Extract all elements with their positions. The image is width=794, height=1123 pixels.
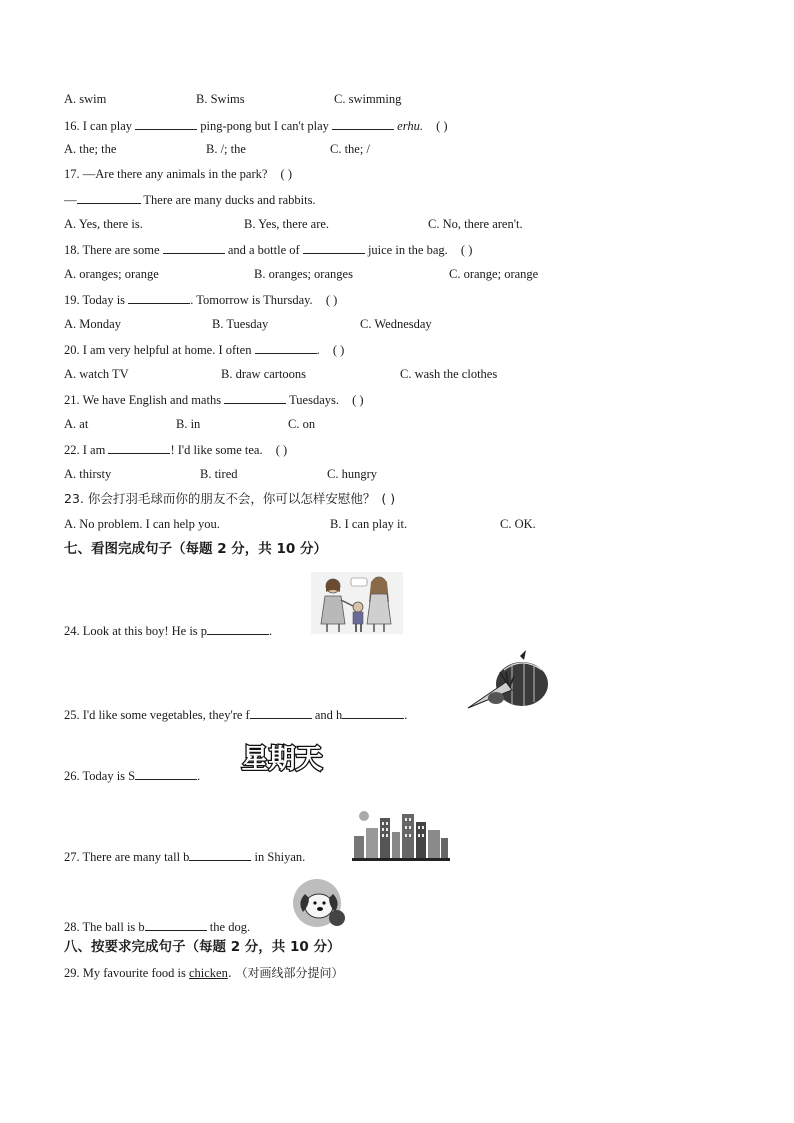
q23-option-b: B. I can play it. — [330, 517, 408, 531]
q22-blank[interactable] — [108, 441, 170, 454]
q19-option-a: A. Monday — [64, 317, 121, 331]
city-buildings-picture — [352, 808, 450, 862]
q17-answer-paren[interactable]: ( ) — [280, 167, 292, 181]
q26-blank[interactable] — [135, 767, 197, 780]
q25-blank-2[interactable] — [342, 706, 404, 719]
q28-start: 28. The ball is b — [64, 920, 145, 934]
q18-blank-2[interactable] — [303, 241, 365, 254]
q18-start: 18. There are some — [64, 243, 160, 257]
q20-option-a: A. watch TV — [64, 367, 129, 381]
q17-response — [64, 191, 316, 208]
q16-option-c: C. the; / — [330, 142, 370, 156]
q20-end: . — [316, 343, 320, 357]
q19-end: . Tomorrow is Thursday. — [190, 293, 313, 307]
q28-end: the dog. — [209, 920, 251, 934]
q21-start: 21. We have English and maths — [64, 393, 222, 407]
q20-question — [64, 341, 344, 358]
q24-start: 24. Look at this boy! He is p — [64, 624, 208, 638]
q18-blank-1[interactable] — [163, 241, 225, 254]
q24-blank[interactable] — [207, 622, 269, 635]
q17-option-a: A. Yes, there is. — [64, 217, 143, 231]
dog-ball-picture — [291, 876, 349, 930]
q27-question — [64, 848, 305, 865]
q17-line2-end: There are many ducks and rabbits. — [143, 193, 316, 207]
q22-option-b: B. tired — [200, 467, 238, 481]
q20-option-c: C. wash the clothes — [400, 367, 498, 381]
q29-question — [64, 965, 344, 981]
q28-blank[interactable] — [145, 918, 207, 931]
q19-option-c: C. Wednesday — [360, 317, 432, 331]
q26-start: 26. Today is S — [64, 769, 136, 783]
sunday-word-text: 星期天 — [241, 744, 323, 775]
q23-option-a: A. No problem. I can help you. — [64, 517, 220, 531]
q25-end: . — [404, 708, 408, 722]
q19-blank[interactable] — [128, 291, 190, 304]
q16-question — [64, 117, 448, 134]
q21-option-b: B. in — [176, 417, 201, 431]
q26-end: . — [197, 769, 201, 783]
q17-question — [64, 166, 292, 182]
q18-mid: and a bottle of — [227, 243, 300, 257]
q27-start: 27. There are many tall b — [64, 850, 190, 864]
q27-blank[interactable] — [189, 848, 251, 861]
q16-option-a: A. the; the — [64, 142, 117, 156]
q18-end: juice in the bag. — [367, 243, 448, 257]
women-boy-picture — [311, 572, 403, 634]
q23-text: 23. 你会打羽毛球而你的朋友不会，你可以怎样安慰他？ — [64, 491, 376, 506]
q23-question — [64, 491, 395, 507]
vegetables-picture — [466, 648, 554, 714]
q17-dash: — — [64, 193, 77, 207]
q29-end: . （对画线部分提问） — [227, 966, 344, 980]
q24-end: . — [269, 624, 273, 638]
q16-mid: ping-pong but I can't play — [200, 119, 329, 133]
q16-blank-2[interactable] — [332, 117, 394, 130]
q29-start: 29. My favourite food is — [64, 966, 186, 980]
section-8-title: 八、按要求完成句子（每题 2 分，共 10 分） — [64, 939, 341, 955]
q23-answer-paren[interactable]: ( ) — [381, 491, 396, 506]
q17-option-b: B. Yes, there are. — [244, 217, 330, 231]
q19-start: 19. Today is — [64, 293, 126, 307]
q21-option-c: C. on — [288, 417, 316, 431]
q20-answer-paren[interactable]: ( ) — [332, 343, 345, 357]
q19-question — [64, 291, 337, 308]
q19-answer-paren[interactable]: ( ) — [325, 293, 338, 307]
q18-option-b: B. oranges; oranges — [254, 267, 353, 281]
q16-blank-1[interactable] — [135, 117, 197, 130]
q16-start: 16. I can play — [64, 119, 133, 133]
q17-line1: 17. —Are there any animals in the park? — [64, 167, 268, 181]
q25-question — [64, 706, 407, 723]
q18-answer-paren[interactable]: ( ) — [460, 243, 473, 257]
q16-end: erhu. — [397, 119, 423, 133]
q22-start: 22. I am — [64, 443, 106, 457]
q20-blank[interactable] — [255, 341, 317, 354]
q29-underlined-word: chicken — [188, 966, 228, 980]
q15-option-c: C. swimming — [334, 92, 402, 106]
q22-option-a: A. thirsty — [64, 467, 112, 481]
q23-option-c: C. OK. — [500, 517, 536, 531]
q18-option-c: C. orange; orange — [449, 267, 539, 281]
q25-blank-1[interactable] — [250, 706, 312, 719]
q21-end: Tuesdays. — [289, 393, 340, 407]
q22-question — [64, 441, 287, 458]
q25-mid: and h — [314, 708, 343, 722]
q22-answer-paren[interactable]: ( ) — [275, 443, 288, 457]
q15-option-b: B. Swims — [196, 92, 245, 106]
q16-option-b: B. /; the — [206, 142, 246, 156]
q22-option-c: C. hungry — [327, 467, 377, 481]
q20-option-b: B. draw cartoons — [221, 367, 307, 381]
q20-start: 20. I am very helpful at home. I often — [64, 343, 252, 357]
q26-question — [64, 767, 200, 784]
q19-option-b: B. Tuesday — [212, 317, 269, 331]
q27-end: in Shiyan. — [254, 850, 306, 864]
q17-blank[interactable] — [77, 191, 141, 204]
q28-question — [64, 918, 250, 935]
q25-start: 25. I'd like some vegetables, they're f — [64, 708, 250, 722]
q21-question — [64, 391, 364, 408]
q22-end: ! I'd like some tea. — [170, 443, 263, 457]
q18-option-a: A. oranges; orange — [64, 267, 159, 281]
q24-question — [64, 622, 272, 639]
q17-option-c: C. No, there aren't. — [428, 217, 523, 231]
q21-blank[interactable] — [224, 391, 286, 404]
sunday-word-picture — [240, 738, 324, 776]
q21-answer-paren[interactable]: ( ) — [352, 393, 364, 407]
q16-answer-paren[interactable]: ( ) — [436, 119, 448, 133]
q15-option-a: A. swim — [64, 92, 107, 106]
q18-question — [64, 241, 472, 258]
section-7-title: 七、看图完成句子（每题 2 分，共 10 分） — [64, 541, 327, 557]
q21-option-a: A. at — [64, 417, 89, 431]
